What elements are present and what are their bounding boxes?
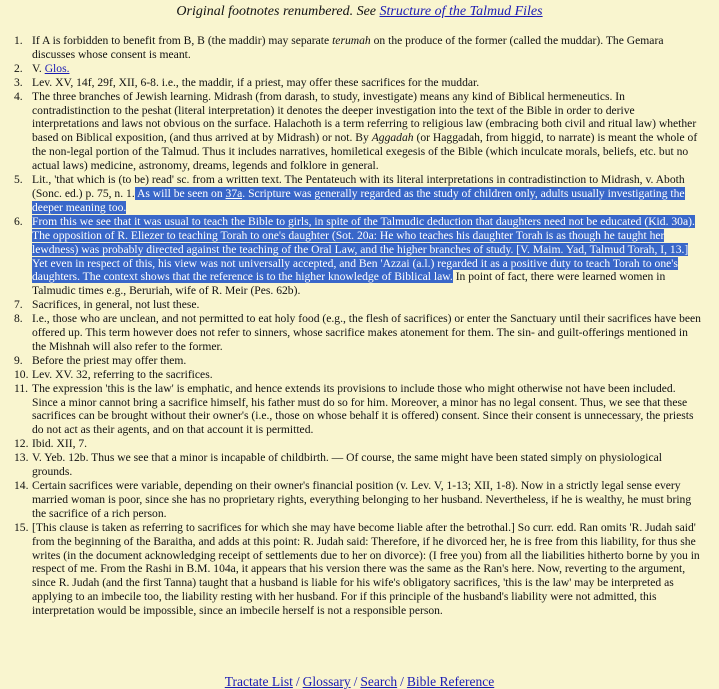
footnote-item [14, 75, 702, 90]
footer-link-tractate-list[interactable]: Tractate List [224, 674, 293, 689]
footer-separator: / [353, 674, 358, 689]
footnote-text: Lev. XV, 14f, 29f, XII, 6-8. i.e., the maddir, if a priest, may offer these sacrifices for the muddar. [32, 75, 480, 89]
footnote-italic: terumah [332, 34, 371, 47]
footnote-item [14, 451, 702, 479]
footnote-number: 7. [14, 298, 23, 312]
footnote-item [14, 214, 702, 298]
footnote-item [14, 61, 702, 76]
footnote-link[interactable]: 37a [225, 186, 243, 200]
footnote-text: [This clause is taken as referring to sacrifices for which she may have become liable after the betrothal.] So curr. edd. Ran omits 'R. Judah said' from the beginning of the Baraitha, and adds at this point: R. Judah said: Therefore, if he divorced her, he is free from this liability, for thus she writes (in the document acknowledging receipt of settlements due to her on divorce): (I free you) from all the liabilities hitherto borne by you in respect of me. From the Rashi in B.M. 104a, it appears that his version there was the same as the Ran's here. Now, reverting to the argument, since R. Judah (and the first Tanna) taught that a husband is liable for his wife's obligatory sacrifices, 'this is the law' may be interpreted as applying to an imbecile too, the liability resting with her husband. For if this principle of the husband's liability were not admitted, this interpretation would be impossible, since an imbecile herself is not a responsible person. [32, 520, 700, 618]
footnote-item [14, 353, 702, 368]
footnote-text: Certain sacrifices were variable, depending on their owner's financial position (v. Lev. V, 1-13; XII, 1-8). Now in a strictly legal sense every married woman is poor, since she has no proprietary rights, everything belonging to her husband. Nevertheless, if he is wealthy, he must bring the sacrifice of a rich person. [32, 479, 692, 520]
footnote-text: If A is forbidden to benefit from B, B (the maddir) may separate [32, 34, 333, 47]
footnote-item [14, 437, 702, 451]
footnote-item [14, 367, 702, 382]
footnote-item [14, 298, 702, 312]
footnote-number: 1. [14, 34, 23, 47]
footnote-number: 14. [14, 479, 29, 492]
structure-link[interactable]: Structure of the Talmud Files [379, 4, 543, 19]
footnote-item [14, 381, 702, 438]
footnote-text: The expression 'this is the law' is emphatic, and hence extends its provisions to include those who might otherwise not have been included. Since a minor cannot bring a sacrifice himself, his father must do so for him. Moreover, a minor has no legal consent. Thus, we see that these sacrifices can be brought without their owner's (i.e., those on whose behalf it is offered) consent. Since their consent is unnecessary, the priests do not act as their agents, and on that account it is permitted. [32, 381, 694, 437]
footnote-number: 6. [14, 214, 23, 228]
footnote-number: 3. [14, 75, 23, 89]
footer-link-glossary[interactable]: Glossary [302, 674, 351, 689]
footnote-number: 2. [14, 61, 23, 75]
footnote-text: In point of fact, there were learned women in Talmudic times e.g., Beruriah, wife of R. Meir (Pes. 62b). [32, 270, 666, 298]
footnote-item [14, 520, 702, 618]
text-selection [226, 187, 243, 200]
footnote-text: V. Yeb. 12b. Thus we see that a minor is incapable of childbirth. — Of course, the same might have been stated simply on physiological grounds. [32, 451, 663, 479]
footnote-text: Lev. XV. 32, referring to the sacrifices. [32, 367, 213, 381]
footnote-text: Lit., 'that which is (to be) read' sc. from a written text. The Pentateuch with its literal interpretations in contradistinction to Midrash, v. Aboth (Sonc. ed.) p. 75, n. 1. [32, 173, 685, 200]
footnote-number: 13. [14, 451, 29, 465]
footnote-text: As will be seen on [134, 186, 226, 200]
header-prefix: Original footnotes renumbered. See [176, 4, 380, 19]
footnote-text: From this we see that it was usual to teach the Bible to girls, in spite of the Talmudic deduction that daughters need not be educated (Kid. 30a). The opposition of R. Eliezer to teaching Torah to one's daughter (Sot. 20a: He who teaches his daughter Torah is as though he taught her lewdness) was probably directed against the teaching of the Oral Law, and the higher branches of study. [V. Maim. Yad, Talmud Torah, I, 13.] Yet even in respect of this, his view was not universally accepted, and Ben 'Azzai (a.l.) regarded it as a positive duty to teach Torah to one's daughters. The context shows that the reference is to the higher knowledge of Biblical law. [32, 214, 695, 284]
page-header [0, 0, 719, 22]
footnote-text: V. [32, 61, 45, 75]
footnote-item [14, 173, 702, 215]
footnote-item [14, 34, 702, 62]
footnote-item [14, 479, 702, 521]
footnote-number: 9. [14, 353, 23, 367]
footer-link-bible-reference[interactable]: Bible Reference [406, 674, 495, 689]
text-selection [135, 187, 226, 200]
footnote-item [14, 89, 702, 173]
footnote-number: 4. [14, 89, 23, 103]
footnote-link[interactable]: Glos. [44, 61, 70, 75]
footnote-text: Ibid. XII, 7. [32, 437, 88, 451]
footnote-text: (or Haggadah, from higgid, to narrate) is meant the whole of the non-legal portion of the Talmud. Thus it includes narratives, homiletical exegesis of the Bible (which inculcate morals, beliefs, etc. but no actual laws) medicine, astronomy, dreams, legends and folklore in general. [32, 131, 698, 173]
footnote-number: 10. [14, 367, 29, 381]
footnote-italic: Aggadah [371, 131, 414, 145]
footnote-number: 11. [14, 381, 29, 395]
footnote-text: Sacrifices, in general, not lust these. [32, 298, 200, 312]
footnote-list [0, 34, 702, 618]
footnote-number: 12. [14, 437, 29, 451]
footnote-text: Before the priest may offer them. [32, 353, 187, 367]
footer-link-search[interactable]: Search [360, 674, 398, 689]
footnote-number: 8. [14, 312, 23, 326]
footnote-number: 5. [14, 173, 23, 187]
footnote-text: . Scripture was generally regarded as the study of children only, adults usually investigating the deeper meaning too. [32, 186, 685, 214]
footnote-item [14, 312, 702, 354]
footnote-text: I.e., those who are unclean, and not permitted to eat holy food (e.g., the flesh of sacrifices) or enter the Sanctuary until their sacrifices have been offered up. This term however does not refer to sinners, whose sacrifice makes atonement for them. The sin- and guilt-offerings mentioned in the Mishnah will also refer to the former. [32, 312, 701, 353]
footnote-text: on the produce of the former (called the muddar). The Gemara discusses whose consent is meant. [32, 34, 664, 61]
footnote-number: 15. [14, 520, 29, 534]
footer-separator: / [295, 674, 300, 689]
footer-separator: / [400, 674, 404, 689]
footnote-text: The three branches of Jewish learning. Midrash (from darash, to study, investigate) means any kind of Biblical hermeneutics. In contradistinction to the peshat (literal interpretation) it denotes the deeper investigation into the text of the Bible in order to derive interpretations and laws not obvious on the surface. Halachoth is a term referring to religious law (embracing both civil and ritual law) whether based on Biblical exposition, (and thus arrived at by Midrash) or not. By [32, 89, 697, 145]
